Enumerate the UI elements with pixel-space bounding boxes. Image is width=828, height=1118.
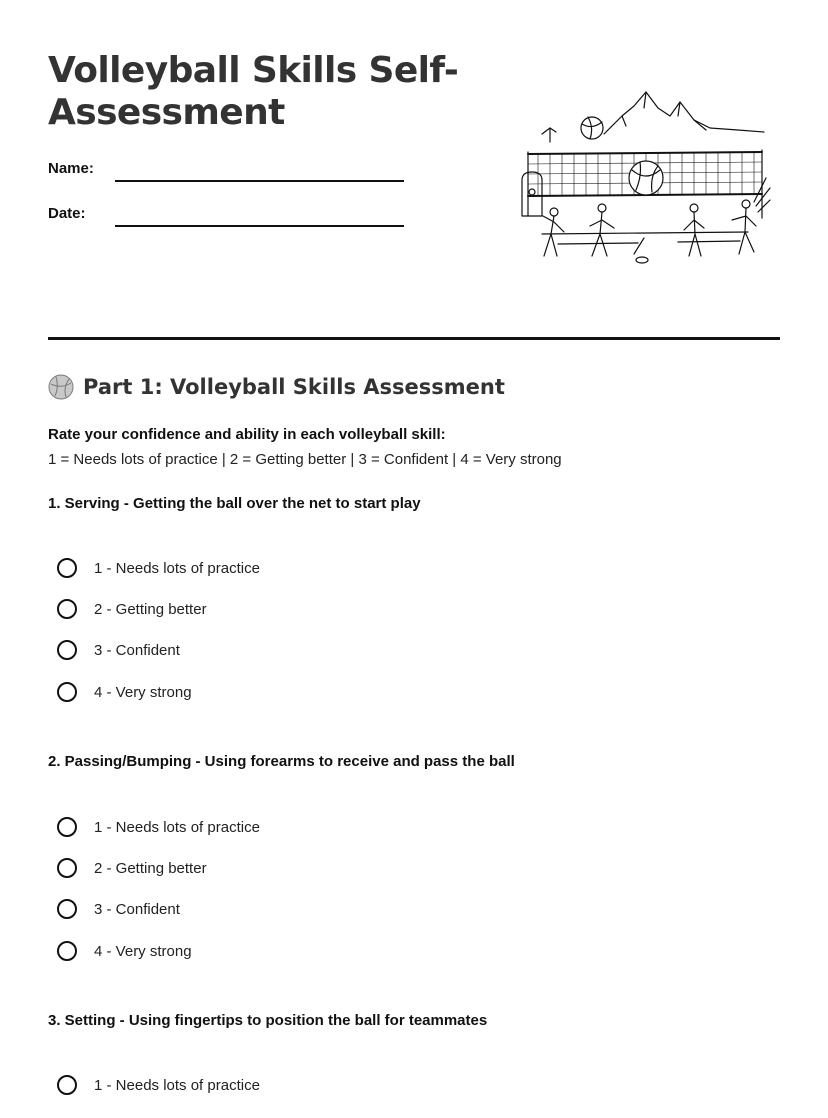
option-label: 1 - Needs lots of practice: [94, 1076, 260, 1094]
question-1-option-3[interactable]: [57, 637, 180, 663]
option-label: 3 - Confident: [94, 900, 180, 918]
option-label: 4 - Very strong: [94, 683, 192, 701]
question-2-title: 2. Passing/Bumping - Using forearms to receive and pass the ball: [48, 753, 515, 770]
question-2-option-2[interactable]: [57, 855, 207, 881]
page-title: Volleyball Skills Self-Assessment: [48, 50, 459, 133]
name-label: Name:: [48, 160, 94, 177]
date-label: Date:: [48, 205, 86, 222]
volleyball-beach-illustration: [518, 86, 772, 286]
radio-button[interactable]: [57, 817, 77, 837]
section-divider: [48, 337, 780, 340]
question-2-option-4[interactable]: [57, 938, 192, 964]
option-label: 1 - Needs lots of practice: [94, 818, 260, 836]
question-1-option-1[interactable]: [57, 555, 260, 581]
date-input-line[interactable]: [115, 225, 404, 227]
option-label: 4 - Very strong: [94, 942, 192, 960]
option-label: 3 - Confident: [94, 641, 180, 659]
question-1-title: 1. Serving - Getting the ball over the net to start play: [48, 495, 421, 512]
question-1-option-4[interactable]: [57, 679, 192, 705]
radio-button[interactable]: [57, 558, 77, 578]
option-label: 2 - Getting better: [94, 600, 207, 618]
option-label: 1 - Needs lots of practice: [94, 559, 260, 577]
radio-button[interactable]: [57, 1075, 77, 1095]
question-3-title: 3. Setting - Using fingertips to position the ball for teammates: [48, 1012, 488, 1029]
date-field: [48, 205, 408, 235]
name-field: [48, 160, 408, 190]
question-2-option-3[interactable]: [57, 896, 180, 922]
question-2-option-1[interactable]: [57, 814, 260, 840]
radio-button[interactable]: [57, 858, 77, 878]
name-input-line[interactable]: [115, 180, 404, 182]
part1-heading-text: Part 1: Volleyball Skills Assessment: [83, 375, 505, 399]
radio-button[interactable]: [57, 682, 77, 702]
question-1-option-2[interactable]: [57, 596, 207, 622]
instructions: Rate your confidence and ability in each volleyball skill:: [48, 426, 446, 443]
radio-button[interactable]: [57, 640, 77, 660]
radio-button[interactable]: [57, 899, 77, 919]
rating-scale: 1 = Needs lots of practice | 2 = Getting better | 3 = Confident | 4 = Very strong: [48, 451, 562, 468]
option-label: 2 - Getting better: [94, 859, 207, 877]
volleyball-icon: [48, 374, 74, 400]
question-3-option-1[interactable]: [57, 1072, 260, 1098]
radio-button[interactable]: [57, 599, 77, 619]
part1-heading: [48, 374, 505, 400]
radio-button[interactable]: [57, 941, 77, 961]
